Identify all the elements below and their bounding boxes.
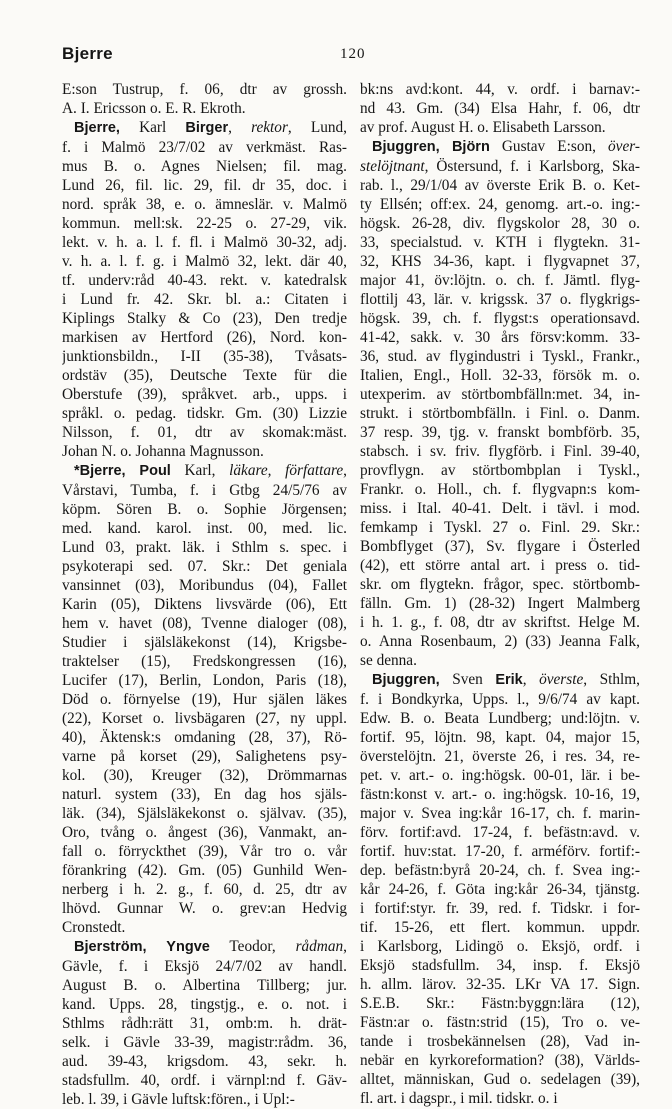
entry-text: Edw. B. o. Beata Lundberg; und:löjtn. v.	[360, 710, 640, 727]
entry-line	[360, 290, 640, 309]
entry-text: Karl,	[170, 462, 230, 479]
page-number: 120	[340, 46, 366, 62]
entry-line	[360, 613, 640, 632]
entry-bjerre-karl-birger	[62, 118, 347, 461]
entry-text: varne på korset (29), Salighetens psy-	[62, 748, 347, 765]
entry-text: Lund 26, fil. lic. 29, fil. dr 35, doc. i	[62, 177, 347, 194]
entry-text: Kiplings Stalky & Co (23), Den tredje	[62, 310, 347, 327]
entry-text: kommun. mell:sk. 22-25 o. 27-29, vik.	[62, 215, 347, 232]
entry-text: flottilj 43, lär. v. krigssk. 37 o. flygkrigs-	[360, 291, 640, 308]
entry-text: S.E.B. Skr.: Fästn:byggn:lära (12),	[360, 995, 640, 1012]
entry-line	[360, 480, 640, 499]
entry-line	[360, 309, 640, 328]
entry-text: fortif. 95, löjtn. 98, kapt. 04, major 15,	[360, 729, 640, 746]
entry-line	[62, 880, 347, 899]
entry-line	[62, 957, 347, 976]
entry-line	[62, 500, 347, 519]
entry-line	[360, 328, 640, 347]
entry-line	[62, 176, 347, 195]
entry-text: kol. (30), Kreuger (32), Drömmarnas	[62, 767, 347, 784]
entry-text: högsk. 26-28, div. flygskolor 28, 30 o.	[360, 215, 640, 232]
entry-text: Bombflyget (37), Sv. flygare i Österled	[360, 538, 640, 555]
entry-text: utexperim. av störtbombfälln:met. 34, in-	[360, 386, 640, 403]
entry-text: femkamp i Tyskl. 27 o. Finl. 29. Skr.:	[360, 519, 640, 536]
entry-text: Gävle, f. i Eksjö 24/7/02 av handl.	[62, 958, 347, 975]
entry-line	[62, 1033, 347, 1052]
entry-text: förankring (42). Gm. (05) Gunhild Wen-	[62, 862, 347, 879]
entry-text: (42), ett större antal art. i press o. tid-	[360, 557, 640, 574]
entry-line	[62, 728, 347, 747]
entry-occupation: rektor	[251, 119, 288, 136]
entry-line	[62, 404, 347, 423]
entry-line	[360, 80, 640, 99]
entry-text: tf. underv:råd 40-43. rekt. v. katedralsk	[62, 272, 347, 289]
entry-headword: Erik	[495, 672, 523, 688]
entry-line	[62, 842, 347, 861]
entry-line	[62, 671, 347, 690]
entry-bjerre-poul	[62, 461, 347, 937]
entry-line	[62, 423, 347, 442]
entry-text: Gustav E:son,	[489, 138, 609, 155]
entry-line	[360, 1051, 640, 1070]
entry-text: 36, stud. av flygindustri i Tyskl., Frankr.,	[360, 348, 640, 365]
entry-text: kand. Upps. 28, tingstjg., e. o. not. i	[62, 996, 347, 1013]
entry-line	[360, 137, 640, 157]
entry-text: Johan N. o. Johanna Magnusson.	[62, 443, 264, 460]
entry-line	[360, 785, 640, 804]
entry-line	[360, 994, 640, 1013]
entry-text: Död o. förnyelse (19), Hur själen läkes	[62, 691, 347, 708]
right-column	[360, 80, 640, 1108]
entry-text: nerberg i h. 2. g., f. 60, d. 25, dtr av	[62, 881, 347, 898]
entry-text: mus B. o. Agnes Nielsen; fil. mag.	[62, 158, 347, 175]
entry-text: Fästn:ar o. fästn:strid (15), Tro o. ve-	[360, 1014, 640, 1031]
entry-line	[62, 804, 347, 823]
entry-text: Nilsson, f. 01, dtr av skomak:mäst.	[62, 424, 347, 441]
entry-text: vansinnet (03), Moribundus (04), Fallet	[62, 577, 347, 594]
entry-text: i Karlsborg, Lidingö o. Eksjö, ordf. i	[360, 938, 640, 955]
entry-line	[62, 481, 347, 500]
entry-text: Sthlms rådh:rätt 31, omb:m. h. drät-	[62, 1015, 347, 1032]
entry-line	[360, 861, 640, 880]
entry-text: Oro, tvång o. ångest (36), Vanmakt, an-	[62, 824, 347, 841]
entry-text: traktelser (15), Fredskongressen (16),	[62, 653, 347, 670]
entry-line	[360, 1032, 640, 1051]
entry-occupation: över-	[608, 138, 640, 155]
entry-line	[360, 404, 640, 423]
entry-text: Studier i själsläkekonst (14), Krigsbe-	[62, 634, 347, 651]
entry-text: h. allm. lärov. 32-35. LKr VA 17. Sign.	[360, 976, 640, 993]
entry-text: bk:ns avd:kont. 44, v. ordf. i barnav:-	[360, 81, 640, 98]
entry-text: major 41, öv:löjtn. o. ch. f. Jämtl. flyg-	[360, 272, 640, 289]
entry-text: nord. språk 38, e. o. ämneslär. v. Malmö	[62, 196, 347, 213]
entry-text: August B. o. Albertina Tillberg; jur.	[62, 977, 347, 994]
entry-line	[360, 975, 640, 994]
entry-line	[360, 537, 640, 556]
entry-line	[62, 461, 347, 481]
entry-text: med. kand. karol. inst. 00, med. lic.	[62, 520, 347, 537]
entry-line	[62, 347, 347, 366]
entry-line	[360, 670, 640, 690]
entry-text: Lund 03, prakt. läk. i Sthlm s. spec. i	[62, 539, 347, 556]
entry-text: Frankr. o. Holl., ch. f. flygvapn:s kom-	[360, 481, 640, 498]
entry-line	[62, 995, 347, 1014]
entry-text: aud. 39-43, krigsdom. 43, sekr. h.	[62, 1053, 347, 1070]
entry-line	[62, 138, 347, 157]
entry-line	[62, 557, 347, 576]
entry-line	[360, 880, 640, 899]
entry-line	[62, 918, 347, 937]
entry-line	[360, 118, 640, 137]
entry-line	[62, 519, 347, 538]
entry-text: Sven	[439, 671, 496, 688]
entry-line	[62, 538, 347, 557]
entry-text: ty Ellsén; off:ex. 24, genomg. art.-o. ing:-	[360, 196, 640, 213]
entry-text: E:son Tustrup, f. 06, dtr av grossh.	[62, 81, 347, 98]
entry-text: Vårstavi, Tumba, f. i Gtbg 24/5/76 av	[62, 482, 347, 499]
entry-text: skr. om flygtekn. frågor, spec. störtbomb-	[360, 576, 640, 593]
entry-line	[62, 595, 347, 614]
entry-line	[360, 271, 640, 290]
entry-text: ,	[343, 462, 347, 479]
entry-text: lekt. v. h. a. l. f. fl. i Malmö 30-32, adj.	[62, 234, 347, 251]
entry-headword: Birger	[185, 120, 229, 136]
entry-text: junktionsbildn., I-II (35-38), Tvåsats-	[62, 348, 347, 365]
entry-line	[360, 690, 640, 709]
entry-text: stabsch. i sv. friv. flygförb. i Finl. 39-40,	[360, 443, 640, 460]
entry-headword: Bjuggren, Björn	[372, 139, 490, 155]
entry-text: o. Anna Rosenbaum, 2) (33) Jeanna Falk,	[360, 633, 640, 650]
entry-text: , Sthlm,	[583, 671, 640, 688]
entry-line	[62, 385, 347, 404]
entry-text: tande i trosbekännelsen (28), Vad in-	[360, 1033, 640, 1050]
entry-text: 32, KHS 34-36, kapt. i flygvapnet 37,	[360, 253, 640, 270]
entry-text: 41-42, sakk. v. 30 års försv:komm. 33-	[360, 329, 640, 346]
entry-headword: Bjerström, Yngve	[74, 939, 210, 955]
entry-line	[62, 1090, 347, 1109]
entry-line	[360, 195, 640, 214]
entry-text: strukt. i störtbombfälln. i Finl. o. Danm.	[360, 405, 640, 422]
entry-line	[360, 899, 640, 918]
entry-line	[62, 709, 347, 728]
entry-text: tif. 15-26, ett flert. kommun. uppdr.	[360, 919, 640, 936]
entry-text: kår 24-26, f. Göta ing:kår 26-34, tjänstg.	[360, 881, 640, 898]
entry-bjerstrom-yngve	[62, 937, 347, 1109]
entry-text: Lucifer (17), Berlin, London, Paris (18),	[62, 672, 347, 689]
entry-text: pet. v. art.- o. ing:högsk. 00-01, lär. i be-	[360, 767, 640, 784]
entry-text: f. i Bondkyrka, Upps. l., 9/6/74 av kapt.	[360, 691, 640, 708]
entry-text: språkl. o. pedag. tidskr. Gm. (30) Lizzie	[62, 405, 347, 422]
entry-text: selk. i Gävle 33-39, magistr:rådm. 36,	[62, 1034, 347, 1051]
entry-text: 37 resp. 39, tjg. v. franskt bombförb. 35,	[360, 424, 640, 441]
entry-line	[62, 766, 347, 785]
entry-text: (22), Korset o. livsbägaren (27, ny uppl.	[62, 710, 347, 727]
entry-text: naturl. system (33), En dag hos själs-	[62, 786, 347, 803]
entry-text: , Lund,	[287, 119, 347, 136]
entry-text: högsk. 39, ch. f. flygst:s operationsavd.	[360, 310, 640, 327]
entry-line	[360, 747, 640, 766]
entry-line	[360, 937, 640, 956]
entry-line	[62, 937, 347, 957]
entry-line	[360, 366, 640, 385]
entry-line	[62, 633, 347, 652]
entry-text: läk. (34), Själsläkekonst o. självav. (35),	[62, 805, 347, 822]
entry-line	[62, 271, 347, 290]
entry-text: fortif. huv:stat. 17-20, f. arméförv. fortif:-	[360, 843, 640, 860]
entry-line	[360, 233, 640, 252]
entry-line	[62, 785, 347, 804]
entry-line	[360, 918, 640, 937]
entry-line	[62, 118, 347, 138]
entry-text: major v. Svea ing:kår 16-17, ch. f. marin-	[360, 805, 640, 822]
entry-line	[62, 233, 347, 252]
entry-line	[360, 804, 640, 823]
entry-text: ,	[522, 671, 540, 688]
entry-occupation: rådman	[295, 938, 344, 955]
entry-occupation: stelöjtnant	[360, 158, 425, 175]
entry-line	[360, 709, 640, 728]
entry-text: leb. l. 39, i Gävle luftsk:fören., i Upl:-	[62, 1091, 295, 1108]
entry-text: v. h. a. l. f. g. i Malmö 32, lekt. där 40,	[62, 253, 347, 270]
entry-line	[360, 728, 640, 747]
entry-text: överstelöjtn. 21, överste 26, i res. 34, re-	[360, 748, 640, 765]
entry-tustrup-cont	[62, 80, 347, 118]
entry-text: dep. befästn:byrå 20-24, ch. f. Svea ing:-	[360, 862, 640, 879]
entry-text: köpm. Sören B. o. Sophie Jörgensen;	[62, 501, 347, 518]
entry-text: fälln. Gm. 1) (28-32) Ingert Malmberg	[360, 595, 640, 612]
entry-line	[62, 690, 347, 709]
entry-line	[62, 442, 347, 461]
entry-line	[62, 1071, 347, 1090]
entry-line	[62, 861, 347, 880]
entry-line	[62, 157, 347, 176]
entry-text: miss. i Ital. 40-41. Delt. i tävl. i mod.	[360, 500, 640, 517]
entry-text: hem v. havet (08), Tvenne dialoger (08),	[62, 615, 347, 632]
entry-text: 40), Äktensk:s omdaning (28, 37), Rö-	[62, 729, 347, 746]
entry-text: i h. 1. g., f. 08, dtr av skriftst. Helge M.	[360, 614, 640, 631]
entry-line	[360, 651, 640, 670]
entry-line	[360, 442, 640, 461]
entry-headword: *Bjerre, Poul	[74, 463, 171, 479]
entry-line	[62, 747, 347, 766]
entry-text: förv. fortif:avd. 17-24, f. befästn:avd. v.	[360, 824, 640, 841]
entry-text: fl. art. i dagspr., i mil. tidskr. o. i	[360, 1090, 558, 1107]
entry-line	[360, 214, 640, 233]
entry-line	[360, 499, 640, 518]
entry-line	[62, 1014, 347, 1033]
entry-line	[360, 423, 640, 442]
entry-text: i fortif:styr. fr. 39, red. f. Tidskr. i for-	[360, 900, 640, 917]
entry-text: lhövd. Gunnar W. o. grev:an Hedvig	[62, 900, 347, 917]
entry-line	[360, 956, 640, 975]
entry-text: Cronstedt.	[62, 919, 126, 936]
entry-line	[62, 309, 347, 328]
entry-line	[360, 157, 640, 176]
entry-text: alltet, människan, Gud o. sedelagen (39),	[360, 1071, 640, 1088]
entry-line	[360, 842, 640, 861]
entry-line	[62, 899, 347, 918]
entry-line	[62, 252, 347, 271]
entry-text: ordstäv (35), Deutsche Texte für die	[62, 367, 347, 384]
entry-text: stadsfullm. 40, ordf. i värnpl:nd f. Gäv-	[62, 1072, 347, 1089]
entry-line	[62, 1052, 347, 1071]
entry-text: nd 43. Gm. (34) Elsa Hahr, f. 06, dtr	[360, 100, 640, 117]
entry-text: Oberstufe (39), språkvet. arb., upps. i	[62, 386, 347, 403]
entry-text: 33, specialstud. v. KTH i flygtekn. 31-	[360, 234, 640, 251]
entry-line	[360, 556, 640, 575]
entry-text: rab. l., 29/1/04 av överste Erik B. o. Ket-	[360, 177, 640, 194]
entry-text: fästn:konst v. art.- o. ing:högsk. 10-16, 19,	[360, 786, 640, 803]
entry-line	[62, 214, 347, 233]
entry-line	[360, 176, 640, 195]
running-head: Bjerre	[62, 44, 113, 63]
entry-line	[62, 366, 347, 385]
page-header	[62, 44, 640, 68]
entry-line	[62, 80, 347, 99]
entry-text: i Lund fr. 42. Skr. bl. a.: Citaten i	[62, 291, 347, 308]
entry-text: psykoterapi sed. 07. Skr.: Det geniala	[62, 558, 347, 575]
entry-headword: Bjuggren,	[372, 672, 440, 688]
entry-text: Karin (05), Diktens livsvärde (06), Ett	[62, 596, 347, 613]
entry-text: A. I. Ericsson o. E. R. Ekroth.	[62, 100, 246, 117]
entry-text: Karl	[119, 119, 186, 136]
entry-occupation: överste	[539, 671, 584, 688]
entry-line	[62, 576, 347, 595]
entry-line	[360, 252, 640, 271]
entry-line	[360, 461, 640, 480]
entry-text: Italien, Engl., Holl. 32-33, försök m. o.	[360, 367, 640, 384]
entry-line	[360, 766, 640, 785]
entry-line	[360, 632, 640, 651]
entry-line	[62, 99, 347, 118]
entry-text: , Östersund, f. i Karlsborg, Ska-	[424, 158, 640, 175]
entry-line	[360, 594, 640, 613]
entry-text: f. i Malmö 23/7/02 av verkmäst. Ras-	[62, 139, 347, 156]
entry-bjerstrom-cont	[360, 80, 640, 137]
entry-text: ,	[228, 119, 252, 136]
entry-line	[360, 99, 640, 118]
entry-line	[360, 347, 640, 366]
entry-text: ,	[343, 938, 347, 955]
entry-line	[62, 823, 347, 842]
entry-line	[360, 518, 640, 537]
entry-bjuggren-bjorn	[360, 137, 640, 670]
entry-line	[62, 195, 347, 214]
entry-text: av prof. August H. o. Elisabeth Larsson.	[360, 119, 606, 136]
entry-text: Teodor,	[209, 938, 296, 955]
entry-text: provflygn. av störtbombplan i Tyskl.,	[360, 462, 640, 479]
entry-line	[62, 614, 347, 633]
entry-occupation: läkare, författare	[229, 462, 344, 479]
entry-line	[360, 823, 640, 842]
entry-bjuggren-sven-erik	[360, 670, 640, 1108]
entry-text: Eksjö stadsfullm. 34, insp. f. Eksjö	[360, 957, 640, 974]
entry-text: fall o. förryckthet (39), Vår tro o. vår	[62, 843, 347, 860]
left-column	[62, 80, 347, 1109]
entry-line	[62, 976, 347, 995]
entry-line	[360, 1070, 640, 1089]
entry-line	[360, 575, 640, 594]
entry-text: markisen av Hertford (26), Nord. kon-	[62, 329, 347, 346]
entry-headword: Bjerre,	[74, 120, 120, 136]
entry-line	[62, 290, 347, 309]
entry-line	[360, 1013, 640, 1032]
entry-line	[62, 652, 347, 671]
entry-text: nebär en kyrkoreformation? (38), Världs-	[360, 1052, 640, 1069]
entry-line	[62, 328, 347, 347]
entry-line	[360, 385, 640, 404]
entry-text: se denna.	[360, 652, 417, 669]
